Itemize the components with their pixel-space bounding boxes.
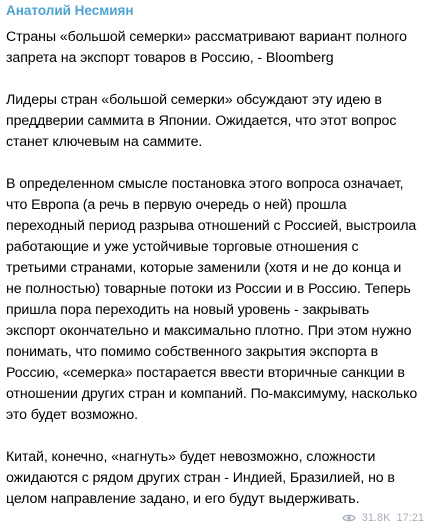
author-name[interactable]: Анатолий Несмиян bbox=[6, 3, 134, 18]
paragraph-3: В определенном смысле постановка этого вопроса означает, что Европа (а речь в первую очередь о ней) прошла переходный период разрыва отношений с Россией, выстроила работающие и уже устойчивые торговые отношения с третьими странами, которые заменили (хотя и не до конца и не полностью) товарные потоки из России и в Россию. Теперь пришла пора переходить на новый уровень - закрывать экспорт окончательно и максимально плотно. При этом нужно понимать, что помимо собственного закрытия экспорта в Россию, «семерка» постарается ввести вторичные санкции в отношении других стран и компаний. По-максимуму, насколько это будет возможно. bbox=[6, 176, 418, 423]
paragraph-1: Страны «большой семерки» рассматривают вариант полного запрета на экспорт товаров в Россию, - Bloomberg bbox=[6, 29, 407, 66]
post-time: 17:21 bbox=[396, 512, 424, 524]
paragraph-2: Лидеры стран «большой семерки» обсуждают эту идею в преддверии саммита в Японии. Ожидается, что этот вопрос станет ключевым на саммите. bbox=[6, 92, 397, 150]
eye-icon bbox=[342, 513, 356, 523]
paragraph-4: Китай, конечно, «нагнуть» будет невозможно, сложности ожидаются с рядом других стран - Индией, Бразилией, но в целом направление задано, и его будут выдерживать. bbox=[6, 449, 395, 507]
post-text bbox=[6, 27, 420, 510]
post-meta bbox=[342, 512, 424, 524]
view-count: 31.8K bbox=[361, 512, 391, 524]
